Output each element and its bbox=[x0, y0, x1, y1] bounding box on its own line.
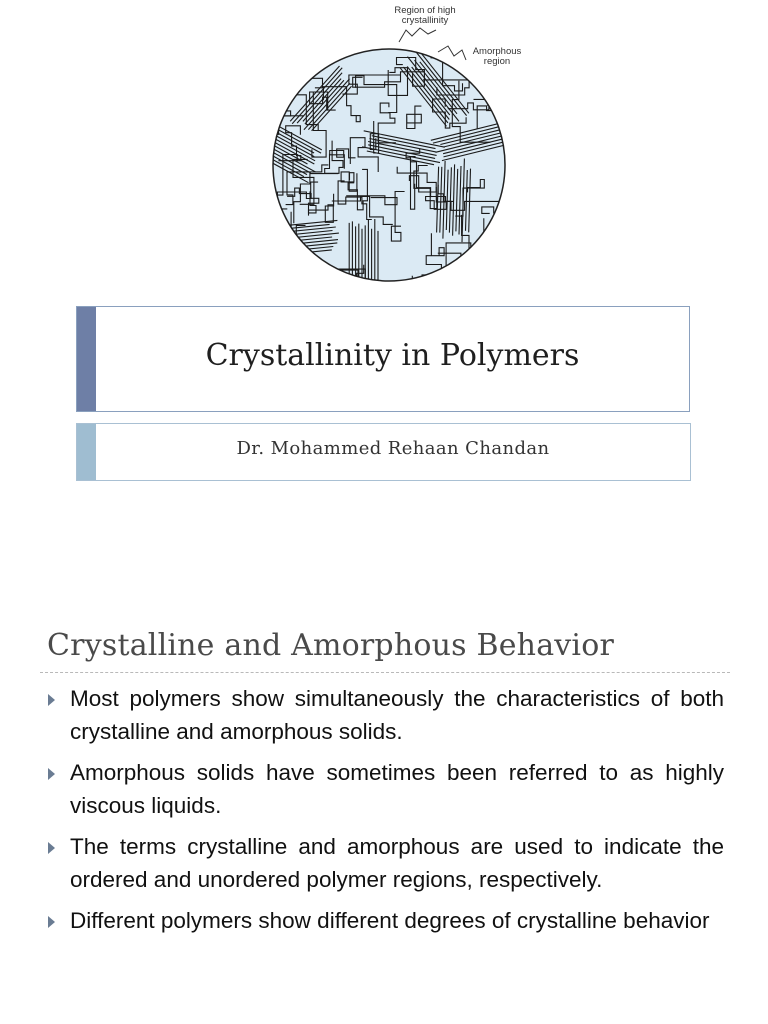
polymer-crystallinity-diagram bbox=[262, 0, 542, 290]
amorphous-chain bbox=[469, 251, 505, 290]
list-item bbox=[44, 682, 724, 748]
heading-divider bbox=[40, 672, 730, 673]
amorphous-chain bbox=[488, 249, 543, 279]
amorphous-chain bbox=[495, 208, 505, 275]
bullet-text: Most polymers show simultaneously the characteristics of both crystalline and amorphous solids. bbox=[70, 686, 724, 744]
triangle-right-icon bbox=[48, 694, 55, 706]
amorphous-chain bbox=[262, 249, 298, 268]
content-slide bbox=[0, 600, 768, 1024]
bullet-text: Amorphous solids have sometimes been referred to as highly viscous liquids. bbox=[70, 760, 724, 818]
triangle-right-icon bbox=[48, 842, 55, 854]
callout-amorphous-leader bbox=[438, 46, 466, 60]
amorphous-chain bbox=[493, 247, 520, 268]
amorphous-chain bbox=[439, 273, 493, 290]
list-item bbox=[44, 756, 724, 822]
subtitle-accent-bar bbox=[77, 424, 96, 480]
amorphous-chain bbox=[279, 62, 297, 89]
polymer-disc-svg bbox=[262, 0, 542, 290]
amorphous-chain bbox=[268, 25, 303, 69]
bullet-text: The terms crystalline and amorphous are used to indicate the ordered and unordered polymer regions, respectively. bbox=[70, 834, 724, 892]
author-name: Dr. Mohammed Rehaan Chandan bbox=[236, 437, 550, 459]
subtitle-box bbox=[76, 423, 691, 481]
title-accent-bar bbox=[77, 307, 96, 411]
callout-amorphous-region: Amorphous region bbox=[472, 46, 522, 67]
bullet-list bbox=[44, 682, 724, 945]
amorphous-chain bbox=[282, 259, 304, 290]
title-box bbox=[76, 306, 690, 412]
callout-high-crystallinity: Region of high crystallinity bbox=[394, 5, 456, 26]
triangle-right-icon bbox=[48, 916, 55, 928]
amorphous-chain bbox=[415, 279, 450, 290]
amorphous-chain bbox=[277, 248, 307, 267]
list-item bbox=[44, 830, 724, 896]
slide-heading: Crystalline and Amorphous Behavior bbox=[47, 628, 615, 663]
slide-title: Crystallinity in Polymers bbox=[205, 337, 580, 373]
bullet-text: Different polymers show different degrees of crystalline behavior bbox=[70, 908, 710, 933]
list-item bbox=[44, 904, 724, 937]
triangle-right-icon bbox=[48, 768, 55, 780]
callout-high-leader bbox=[399, 28, 436, 42]
